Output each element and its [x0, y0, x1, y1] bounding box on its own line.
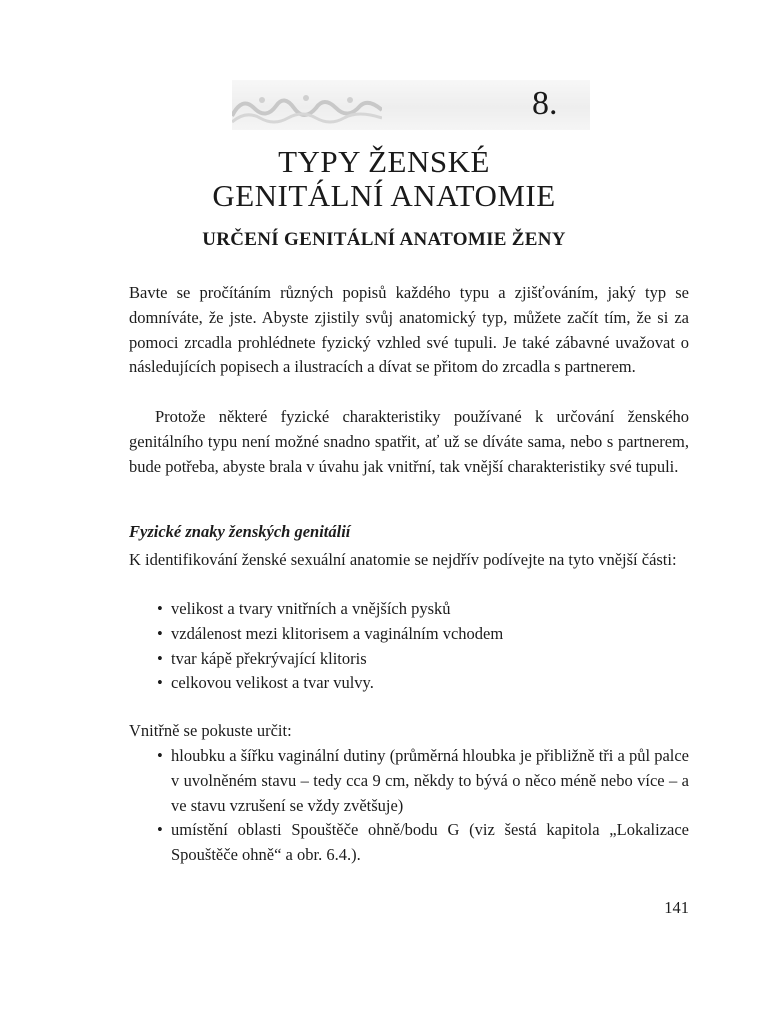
- bullet-glyph: •: [157, 623, 163, 643]
- list-item-text: celkovou velikost a tvar vulvy.: [171, 673, 374, 693]
- chapter-number: 8.: [532, 85, 558, 122]
- paragraph-characteristics: Protože některé fyzické charakteristiky používané k určování ženského genitálního typu není možné snadno spatřit, ať už se díváte sama, nebo s partnerem, bude potřeba, abyste brala v úvahu jak vnitřní, tak vnější charakteristiky své tupuli.: [129, 407, 689, 476]
- list-item: [157, 671, 689, 696]
- paragraph-intro: Bavte se pročítáním různých popisů každého typu a zjišťováním, jaký typ se domníváte, že jste. Abyste zjistily svůj anatomický typ, můžete začít tím, že si za pomoci zrcadla prohlédnete fyzický vzhled své tupuli. Je také zábavné uvažovat o následujících popisech a ilustracích a dívat se přitom do zrcadla s partnerem.: [129, 283, 689, 377]
- internal-parts-intro: Vnitřně se pokuste určit:: [129, 721, 292, 740]
- bullet-glyph: •: [157, 599, 163, 618]
- bullet-glyph: •: [157, 746, 163, 765]
- list-item: [157, 622, 689, 647]
- list-item: [157, 744, 689, 818]
- list-item: [157, 818, 689, 868]
- external-parts-intro: K identifikování ženské sexuální anatomie se nejdřív podívejte na tyto vnější části:: [129, 550, 677, 569]
- list-item-text: vzdálenost mezi klitorisem a vaginálním vchodem: [171, 623, 504, 643]
- list-item-text: hloubku a šířku vaginální dutiny (průměrná hloubka je přibližně tři a půl palce v uvolněném stavu – tedy cca 9 cm, někdy to bývá o něco méně nebo více – a ve stavu vzrušení se vždy zvětšuje): [171, 746, 689, 815]
- internal-parts-list: [157, 744, 689, 868]
- bullet-glyph: •: [157, 820, 163, 840]
- chapter-banner: [232, 80, 590, 130]
- list-item-text: velikost a tvary vnitřních a vnějších pysků: [171, 599, 451, 618]
- subsection-heading: Fyzické znaky ženských genitálií: [129, 522, 351, 541]
- list-item: [157, 647, 689, 672]
- ornament-decoration: [232, 86, 382, 126]
- section-heading: URČENÍ GENITÁLNÍ ANATOMIE ŽENY: [202, 229, 566, 250]
- list-item: [157, 597, 689, 622]
- list-item-text: tvar kápě překrývající klitoris: [171, 648, 367, 668]
- external-parts-list: [157, 597, 689, 696]
- chapter-title-line-2: GENITÁLNÍ ANATOMIE: [212, 178, 556, 213]
- chapter-title-line-1: TYPY ŽENSKÉ: [278, 144, 490, 179]
- list-item-text: umístění oblasti Spouštěče ohně/bodu G (viz šestá kapitola „Lokalizace Spouštěče ohně“ a obr. 6.4.).: [171, 820, 689, 865]
- page-number: 141: [664, 898, 689, 917]
- bullet-glyph: •: [157, 648, 163, 668]
- bullet-glyph: •: [157, 673, 163, 693]
- chapter-title: [0, 145, 768, 213]
